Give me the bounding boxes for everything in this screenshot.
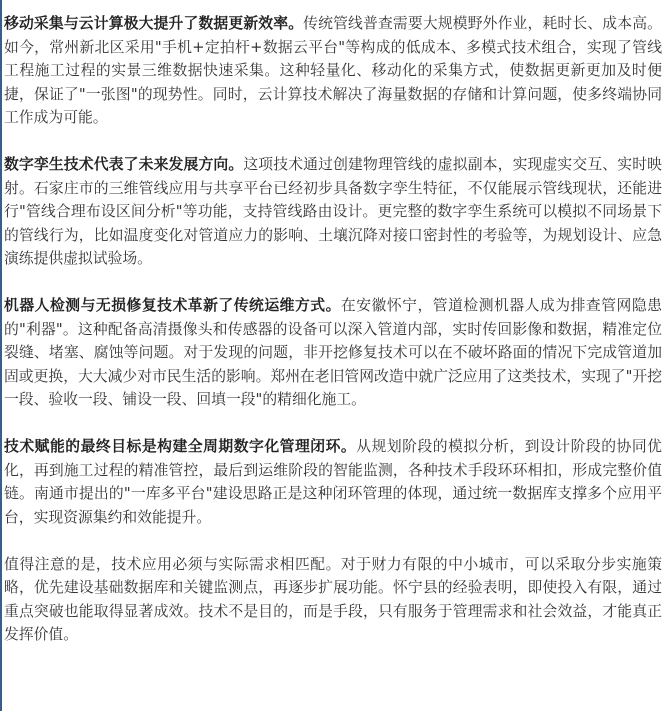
paragraph-conclusion — [4, 553, 662, 647]
paragraph-text: 在安徽怀宁，管道检测机器人成为排查管网隐患的"利器"。这种配备高清摄像头和传感器的设备可以深入管道内部，实时传回影像和数据，精准定位裂缝、堵塞、腐蚀等问题。对于发现的问题，非开挖修复技术可以在不破坏路面的情况下完成管道加固或更换，大大减少对市民生活的影响。郑州在老旧管网改造中就广泛应用了这类技术，实现了"开挖一段、验收一段、铺设一段、回填一段"的精细化施工。 — [4, 297, 662, 408]
paragraph-mobile-collection — [4, 12, 662, 130]
paragraph-text: 传统管线普查需要大规模野外作业，耗时长、成本高。如今，常州新北区采用"手机+定拍杆+数据云平台"等构成的低成本、多模式技术组合，实现了管线工程施工过程的实景三维数据快速采集。这种轻量化、移动化的采集方式，使数据更新更加及时便捷，保证了"一张图"的现势性。同时，云计算技术解决了海量数据的存储和计算问题，使多终端协同工作成为可能。 — [4, 15, 662, 126]
paragraph-lead: 移动采集与云计算极大提升了数据更新效率。 — [4, 15, 304, 32]
paragraph-text: 从规划阶段的模拟分析，到设计阶段的协同优化，再到施工过程的精准管控，最后到运维阶段的智能监测，各种技术手段环环相扣，形成完整价值链。南通市提出的"一库多平台"建设思路正是这种闭环管理的体现，通过统一数据库支撑多个应用平台，实现资源集约和效能提升。 — [4, 438, 662, 526]
paragraph-text: 值得注意的是，技术应用必须与实际需求相匹配。对于财力有限的中小城市，可以采取分步实施策略，优先建设基础数据库和关键监测点，再逐步扩展功能。怀宁县的经验表明，即使投入有限，通过重点突破也能取得显著成效。技术不是目的，而是手段，只有服务于管理需求和社会效益，才能真正发挥价值。 — [4, 555, 662, 643]
paragraph-lead: 数字孪生技术代表了未来发展方向。 — [4, 156, 244, 173]
paragraph-text: 这项技术通过创建物理管线的虚拟副本，实现虚实交互、实时映射。石家庄市的三维管线应用与共享平台已经初步具备数字孪生特征，不仅能展示管线现状，还能进行"管线合理布设区间分析"等功能，支持管线路由设计。更完整的数字孪生系统可以模拟不同场景下的管线行为，比如温度变化对管道应力的影响、土壤沉降对接口密封性的考验等，为规划设计、应急演练提供虚拟试验场。 — [4, 156, 662, 267]
paragraph-robot-inspection — [4, 294, 662, 412]
paragraph-lead: 机器人检测与无损修复技术革新了传统运维方式。 — [4, 297, 341, 314]
paragraph-full-lifecycle — [4, 435, 662, 529]
paragraph-lead: 技术赋能的最终目标是构建全周期数字化管理闭环。 — [4, 438, 357, 455]
paragraph-digital-twin — [4, 153, 662, 271]
